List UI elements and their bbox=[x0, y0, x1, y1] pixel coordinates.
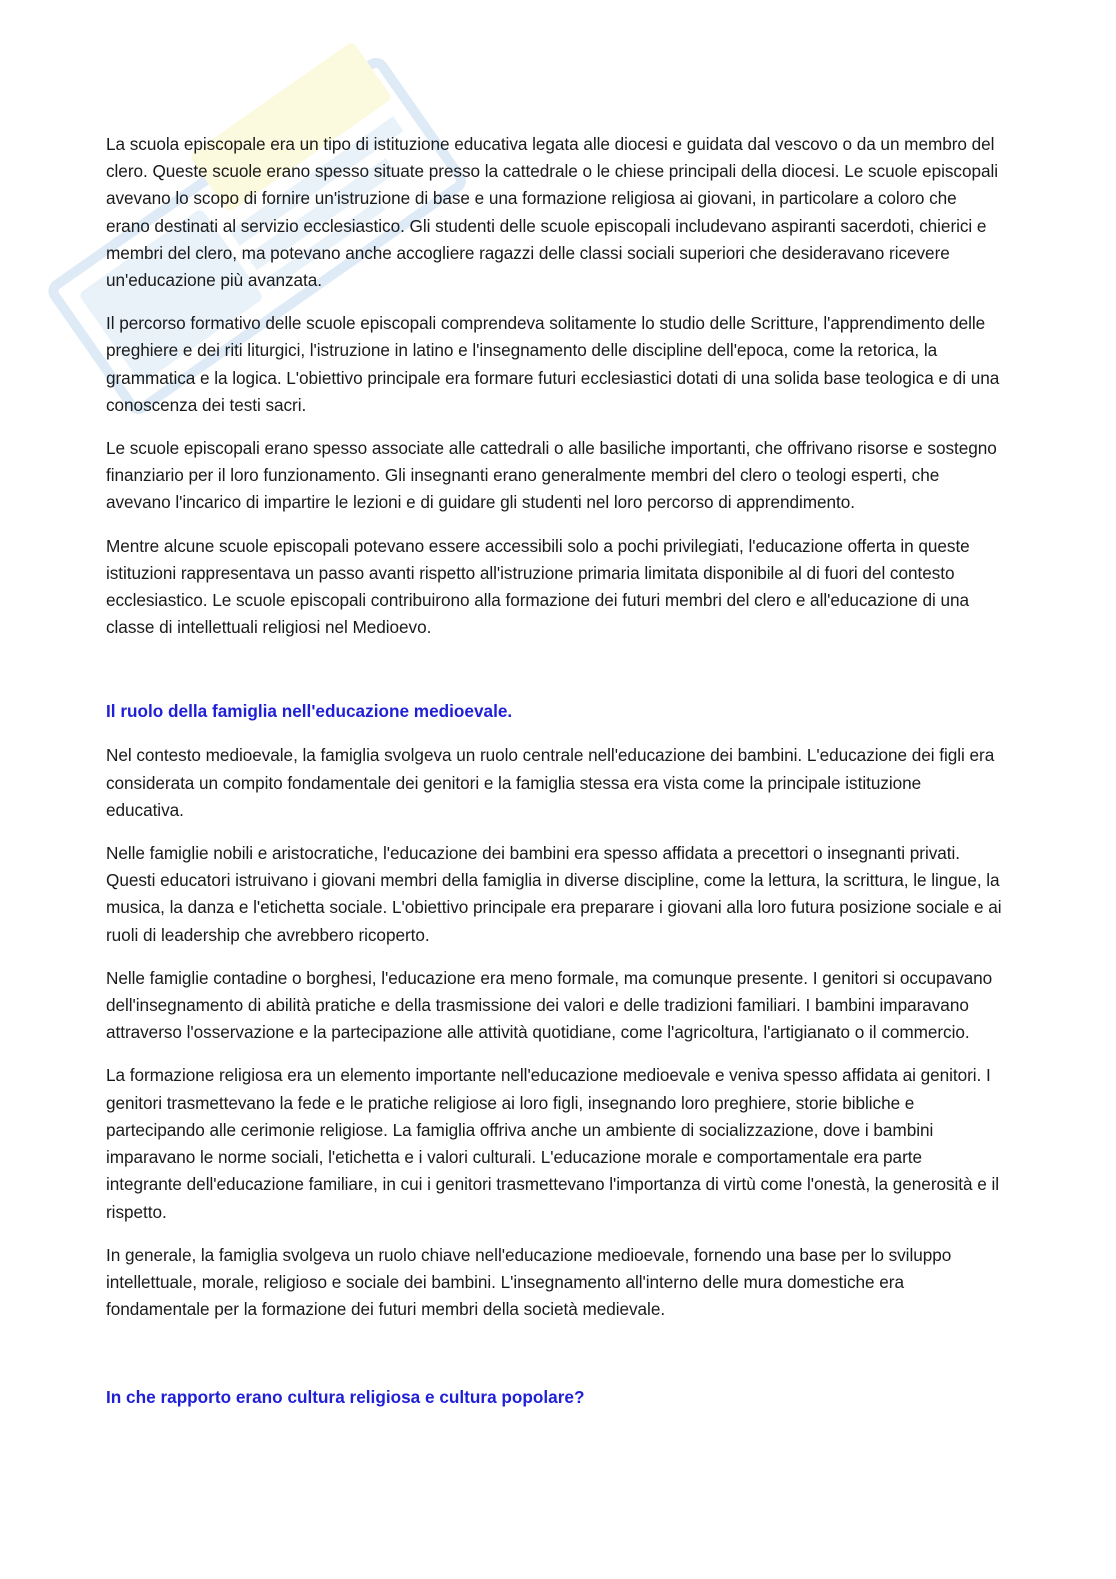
document-body bbox=[106, 131, 1002, 1428]
section-family-role bbox=[106, 698, 1002, 1323]
section-heading: In che rapporto erano cultura religiosa e cultura popolare? bbox=[106, 1387, 585, 1408]
paragraph: In generale, la famiglia svolgeva un ruolo chiave nell'educazione medioevale, fornendo una base per lo sviluppo intellettuale, morale, religioso e sociale dei bambini. L'insegnamento all'interno delle mura domestiche era fondamentale per la formazione dei futuri membri della società medievale. bbox=[106, 1244, 952, 1320]
section-gap bbox=[106, 1339, 1002, 1384]
paragraph: Nelle famiglie nobili e aristocratiche, l'educazione dei bambini era spesso affidata a precettori o insegnanti privati. Questi educatori istruivano i giovani membri della famiglia in diverse discipline, come la lettura, la scrittura, le lingue, la musica, la danza e l'etichetta sociale. L'obiettivo principale era preparare i giovani alla loro futura posizione sociale e ai ruoli di leadership che avrebbero ricoperto. bbox=[106, 843, 1002, 945]
paragraph: Le scuole episcopali erano spesso associate alle cattedrali o alle basiliche importanti, che offrivano risorse e sostegno finanziario per il loro funzionamento. Gli insegnanti erano generalmente membri del clero o teologi esperti, che avevano l'incarico di impartire le lezioni e di guidare gli studenti nel loro percorso di apprendimento. bbox=[106, 438, 997, 513]
paragraph: Il percorso formativo delle scuole episcopali comprendeva solitamente lo studio delle Scritture, l'apprendimento delle preghiere e dei riti liturgici, l'istruzione in latino e l'insegnamento delle discipline dell'epoca, come la retorica, la grammatica e la logica. L'obiettivo principale era formare futuri ecclesiastici dotati di una solida base teologica e di una conoscenza dei testi sacri. bbox=[106, 313, 1000, 415]
section-episcopal-schools bbox=[106, 131, 1002, 641]
paragraph: Mentre alcune scuole episcopali potevano essere accessibili solo a pochi privilegiati, l'educazione offerta in queste istituzioni rappresentava un passo avanti rispetto all'istruzione primaria limitata disponibile al di fuori del contesto ecclesiastico. Le scuole episcopali contribuirono alla formazione dei futuri membri del clero e all'educazione di una classe di intellettuali religiosi nel Medioevo. bbox=[106, 535, 970, 638]
section-gap bbox=[106, 657, 1002, 698]
paragraph: La formazione religiosa era un elemento importante nell'educazione medioevale e veniva spesso affidata ai genitori. I genitori trasmettevano la fede e le pratiche religiose ai loro figli, insegnando loro preghiere, storie bibliche e partecipando alle cerimonie religiose. La famiglia offriva anche un ambiente di socializzazione, dove i bambini imparavano le norme sociali, l'etichetta e i valori culturali. L'educazione morale e comportamentale era parte integrante dell'educazione familiare, in cui i genitori trasmettevano l'importanza di virtù come l'onestà, la generosità e il rispetto. bbox=[106, 1065, 1000, 1222]
paragraph: La scuola episcopale era un tipo di istituzione educativa legata alle diocesi e guidata dal vescovo o da un membro del clero. Queste scuole erano spesso situate presso la cattedrale o le chiese principali della diocesi. Le scuole episcopali avevano lo scopo di fornire un'istruzione di base e una formazione religiosa ai giovani, in particolare a coloro che erano destinati al servizio ecclesiastico. Gli studenti delle scuole episcopali includevano aspiranti sacerdoti, chierici e membri del clero, ma potevano anche accogliere ragazzi delle classi sociali superiori che desideravano ricevere un'educazione più avanzata. bbox=[106, 134, 999, 291]
paragraph: Nel contesto medioevale, la famiglia svolgeva un ruolo centrale nell'educazione dei bambini. L'educazione dei figli era considerata un compito fondamentale dei genitori e la famiglia stessa era vista come la principale istituzione educativa. bbox=[106, 745, 995, 820]
section-religious-popular-culture bbox=[106, 1384, 1002, 1411]
section-heading: Il ruolo della famiglia nell'educazione medioevale. bbox=[106, 701, 513, 722]
paragraph: Nelle famiglie contadine o borghesi, l'educazione era meno formale, ma comunque presente. I genitori si occupavano dell'insegnamento di abilità pratiche e della trasmissione dei valori e delle tradizioni familiari. I bambini imparavano attraverso l'osservazione e la partecipazione alle attività quotidiane, come l'agricoltura, l'artigianato o il commercio. bbox=[106, 967, 993, 1043]
